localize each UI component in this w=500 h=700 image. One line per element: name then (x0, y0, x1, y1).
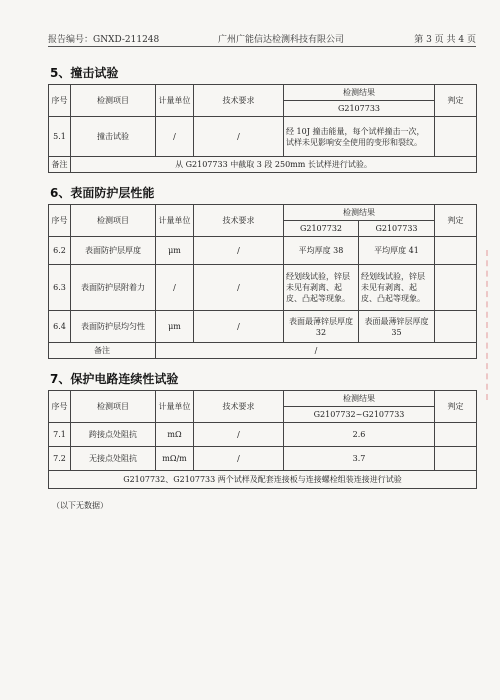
page-number: 第 3 页 共 4 页 (414, 35, 476, 45)
remark-label: 备注 (49, 343, 156, 359)
table-row (49, 423, 477, 447)
row-unit: μm (156, 311, 194, 343)
impact-test-table (48, 84, 477, 173)
row-item: 表面防护层厚度 (71, 237, 156, 265)
row-item: 跨接点处阻抗 (71, 423, 156, 447)
company-name: 广州广能信达检测科技有限公司 (218, 35, 345, 45)
row-result-2: 表面最薄锌层厚度 35 (359, 311, 435, 343)
header-result: 检测结果 (284, 205, 435, 221)
row-result-2: 平均厚度 41 (359, 237, 435, 265)
remark-text: 从 G2107733 中截取 3 段 250mm 长试样进行试验。 (71, 157, 477, 173)
header-unit: 计量单位 (156, 391, 194, 423)
row-judgement (435, 117, 477, 157)
row-unit: / (156, 265, 194, 311)
table-row (49, 237, 477, 265)
row-requirement: / (194, 423, 284, 447)
row-no: 6.4 (49, 311, 71, 343)
header-item: 检测项目 (71, 85, 156, 117)
header-result: 检测结果 (284, 85, 435, 101)
header-sample-2: G2107733 (359, 221, 435, 237)
row-judgement (435, 447, 477, 471)
row-judgement (435, 311, 477, 343)
header-requirement: 技术要求 (194, 391, 284, 423)
remark-text: G2107732、G2107733 两个试样及配套连接板与连接螺栓组装连接进行试验 (49, 471, 477, 489)
header-sample-1: G2107732 (284, 221, 359, 237)
row-no: 7.2 (49, 447, 71, 471)
row-item: 表面防护层均匀性 (71, 311, 156, 343)
header-no: 序号 (49, 391, 71, 423)
row-unit: mΩ (156, 423, 194, 447)
row-result-1: 表面最薄锌层厚度 32 (284, 311, 359, 343)
header-unit: 计量单位 (156, 85, 194, 117)
header-no: 序号 (49, 85, 71, 117)
header-unit: 计量单位 (156, 205, 194, 237)
row-no: 6.2 (49, 237, 71, 265)
remark-text: / (156, 343, 477, 359)
row-judgement (435, 265, 477, 311)
page-header (48, 28, 476, 47)
remark-label: 备注 (49, 157, 71, 173)
header-item: 检测项目 (71, 391, 156, 423)
header-sample: G2107732~G2107733 (284, 407, 435, 423)
row-no: 6.3 (49, 265, 71, 311)
table-row (49, 117, 477, 157)
row-requirement: / (194, 311, 284, 343)
header-requirement: 技术要求 (194, 85, 284, 117)
row-item: 无接点处阻抗 (71, 447, 156, 471)
row-requirement: / (194, 447, 284, 471)
row-result-1: 经划线试验，锌层未见有剥离、起皮、凸起等现象。 (284, 265, 359, 311)
header-judgement: 判定 (435, 205, 477, 237)
row-unit: μm (156, 237, 194, 265)
header-no: 序号 (49, 205, 71, 237)
row-requirement: / (194, 237, 284, 265)
seal-mark (486, 250, 500, 400)
row-result: 经 10J 撞击能量，每个试样撞击一次，试样未见影响安全使用的变形和裂纹。 (284, 117, 435, 157)
section-5-title: 5、撞击试验 (50, 66, 119, 80)
header-result: 检测结果 (284, 391, 435, 407)
table-row (49, 265, 477, 311)
header-judgement: 判定 (435, 85, 477, 117)
table-row (49, 447, 477, 471)
header-requirement: 技术要求 (194, 205, 284, 237)
header-item: 检测项目 (71, 205, 156, 237)
row-unit: mΩ/m (156, 447, 194, 471)
table-row (49, 311, 477, 343)
section-6-title: 6、表面防护层性能 (50, 186, 155, 200)
row-result: 3.7 (284, 447, 435, 471)
row-unit: / (156, 117, 194, 157)
row-no: 5.1 (49, 117, 71, 157)
header-judgement: 判定 (435, 391, 477, 423)
row-no: 7.1 (49, 423, 71, 447)
header-sample: G2107733 (284, 101, 435, 117)
row-requirement: / (194, 265, 284, 311)
row-result-1: 平均厚度 38 (284, 237, 359, 265)
row-requirement: / (194, 117, 284, 157)
surface-coating-table (48, 204, 477, 359)
row-judgement (435, 423, 477, 447)
row-item: 撞击试验 (71, 117, 156, 157)
row-result-2: 经划线试验，锌层未见有剥离、起皮、凸起等现象。 (359, 265, 435, 311)
end-of-data-note: （以下无数据） (52, 501, 108, 510)
row-result: 2.6 (284, 423, 435, 447)
row-judgement (435, 237, 477, 265)
row-item: 表面防护层附着力 (71, 265, 156, 311)
section-7-title: 7、保护电路连续性试验 (50, 372, 179, 386)
protective-circuit-table (48, 390, 477, 489)
report-number: 报告编号：GNXD-211248 (48, 35, 160, 45)
